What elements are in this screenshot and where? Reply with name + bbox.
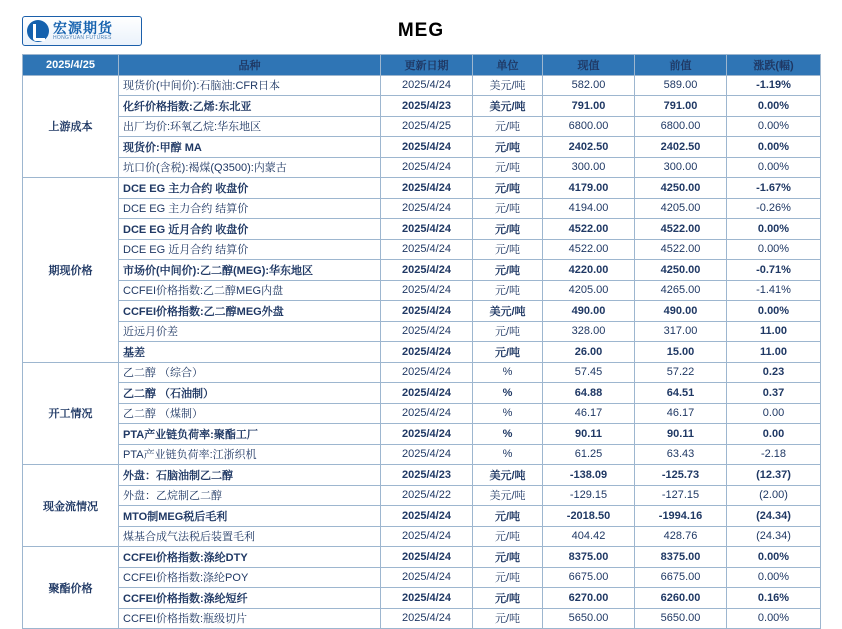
row-update-date: 2025/4/24 bbox=[381, 301, 473, 322]
row-previous-value: 4250.00 bbox=[635, 178, 727, 199]
table-row bbox=[23, 485, 821, 506]
row-update-date: 2025/4/24 bbox=[381, 547, 473, 568]
row-change-value: -1.67% bbox=[727, 178, 821, 199]
row-previous-value: 57.22 bbox=[635, 362, 727, 383]
table-header-row bbox=[23, 55, 821, 76]
row-item-name: CCFEI价格指数:涤纶DTY bbox=[119, 547, 381, 568]
row-change-value: -0.71% bbox=[727, 260, 821, 281]
row-unit: 元/吨 bbox=[473, 219, 543, 240]
row-unit: 元/吨 bbox=[473, 588, 543, 609]
row-update-date: 2025/4/24 bbox=[381, 280, 473, 301]
row-item-name: 煤基合成气法税后装置毛利 bbox=[119, 526, 381, 547]
header-item: 品种 bbox=[119, 55, 381, 76]
table-row bbox=[23, 137, 821, 158]
row-current-value: 4522.00 bbox=[543, 239, 635, 260]
row-unit: 元/吨 bbox=[473, 567, 543, 588]
header-current: 现值 bbox=[543, 55, 635, 76]
row-item-name: DCE EG 近月合约 结算价 bbox=[119, 239, 381, 260]
group-label: 现金流情况 bbox=[23, 465, 119, 547]
table-row bbox=[23, 116, 821, 137]
row-current-value: 8375.00 bbox=[543, 547, 635, 568]
row-unit: 元/吨 bbox=[473, 157, 543, 178]
row-current-value: 61.25 bbox=[543, 444, 635, 465]
row-change-value: (24.34) bbox=[727, 526, 821, 547]
row-current-value: 2402.50 bbox=[543, 137, 635, 158]
row-unit: 元/吨 bbox=[473, 280, 543, 301]
table-row bbox=[23, 424, 821, 445]
row-item-name: 市场价(中间价):乙二醇(MEG):华东地区 bbox=[119, 260, 381, 281]
row-change-value: 0.37 bbox=[727, 383, 821, 404]
row-update-date: 2025/4/24 bbox=[381, 239, 473, 260]
row-unit: 元/吨 bbox=[473, 239, 543, 260]
row-current-value: 328.00 bbox=[543, 321, 635, 342]
row-previous-value: -125.73 bbox=[635, 465, 727, 486]
row-previous-value: 589.00 bbox=[635, 75, 727, 96]
row-item-name: PTA产业链负荷率:江浙织机 bbox=[119, 444, 381, 465]
row-change-value: (24.34) bbox=[727, 506, 821, 527]
row-current-value: 6270.00 bbox=[543, 588, 635, 609]
table-row bbox=[23, 260, 821, 281]
row-previous-value: 4522.00 bbox=[635, 219, 727, 240]
row-current-value: 4220.00 bbox=[543, 260, 635, 281]
row-change-value: 0.00% bbox=[727, 239, 821, 260]
row-unit: % bbox=[473, 383, 543, 404]
row-change-value: 0.00% bbox=[727, 137, 821, 158]
row-item-name: 现货价(中间价):石脑油:CFR日本 bbox=[119, 75, 381, 96]
table-row bbox=[23, 280, 821, 301]
table-row bbox=[23, 506, 821, 527]
row-unit: 美元/吨 bbox=[473, 485, 543, 506]
row-item-name: 化纤价格指数:乙烯:东北亚 bbox=[119, 96, 381, 117]
row-update-date: 2025/4/24 bbox=[381, 342, 473, 363]
row-current-value: 4179.00 bbox=[543, 178, 635, 199]
row-current-value: 26.00 bbox=[543, 342, 635, 363]
row-previous-value: 4265.00 bbox=[635, 280, 727, 301]
table-row bbox=[23, 465, 821, 486]
row-item-name: 乙二醇 （石油制） bbox=[119, 383, 381, 404]
header-date-badge: 2025/4/25 bbox=[23, 55, 119, 76]
page-title: MEG bbox=[397, 20, 445, 41]
group-label: 期现价格 bbox=[23, 178, 119, 363]
row-previous-value: 5650.00 bbox=[635, 608, 727, 629]
header-unit: 单位 bbox=[473, 55, 543, 76]
row-unit: % bbox=[473, 444, 543, 465]
row-item-name: DCE EG 主力合约 收盘价 bbox=[119, 178, 381, 199]
row-update-date: 2025/4/24 bbox=[381, 424, 473, 445]
row-current-value: -129.15 bbox=[543, 485, 635, 506]
row-current-value: 582.00 bbox=[543, 75, 635, 96]
row-item-name: 近远月价差 bbox=[119, 321, 381, 342]
report-header bbox=[22, 16, 820, 50]
group-label: 聚酯价格 bbox=[23, 547, 119, 629]
row-current-value: 5650.00 bbox=[543, 608, 635, 629]
row-update-date: 2025/4/24 bbox=[381, 198, 473, 219]
row-update-date: 2025/4/24 bbox=[381, 403, 473, 424]
meg-data-table bbox=[22, 54, 821, 629]
table-row bbox=[23, 342, 821, 363]
row-unit: 元/吨 bbox=[473, 506, 543, 527]
row-unit: 美元/吨 bbox=[473, 301, 543, 322]
table-row bbox=[23, 526, 821, 547]
row-change-value: 0.16% bbox=[727, 588, 821, 609]
table-row bbox=[23, 157, 821, 178]
row-change-value: 0.00% bbox=[727, 547, 821, 568]
row-update-date: 2025/4/24 bbox=[381, 362, 473, 383]
table-row bbox=[23, 362, 821, 383]
row-update-date: 2025/4/24 bbox=[381, 383, 473, 404]
row-unit: % bbox=[473, 362, 543, 383]
table-row bbox=[23, 383, 821, 404]
row-change-value: -0.26% bbox=[727, 198, 821, 219]
group-label: 开工情况 bbox=[23, 362, 119, 465]
table-row bbox=[23, 588, 821, 609]
row-change-value: 11.00 bbox=[727, 342, 821, 363]
row-previous-value: 4522.00 bbox=[635, 239, 727, 260]
row-unit: % bbox=[473, 403, 543, 424]
row-previous-value: 490.00 bbox=[635, 301, 727, 322]
group-label: 上游成本 bbox=[23, 75, 119, 178]
row-current-value: 4522.00 bbox=[543, 219, 635, 240]
row-change-value: 0.00% bbox=[727, 301, 821, 322]
row-current-value: 46.17 bbox=[543, 403, 635, 424]
row-change-value: 0.00% bbox=[727, 567, 821, 588]
row-update-date: 2025/4/24 bbox=[381, 75, 473, 96]
row-previous-value: 300.00 bbox=[635, 157, 727, 178]
row-unit: 元/吨 bbox=[473, 608, 543, 629]
table-row bbox=[23, 403, 821, 424]
row-update-date: 2025/4/22 bbox=[381, 485, 473, 506]
row-update-date: 2025/4/24 bbox=[381, 567, 473, 588]
row-item-name: 乙二醇 （煤制） bbox=[119, 403, 381, 424]
row-unit: 美元/吨 bbox=[473, 75, 543, 96]
circle-hook-icon bbox=[27, 20, 49, 42]
table-row bbox=[23, 219, 821, 240]
header-previous: 前值 bbox=[635, 55, 727, 76]
row-update-date: 2025/4/25 bbox=[381, 116, 473, 137]
table-row bbox=[23, 608, 821, 629]
row-unit: 元/吨 bbox=[473, 260, 543, 281]
row-item-name: CCFEI价格指数:瓶级切片 bbox=[119, 608, 381, 629]
row-update-date: 2025/4/24 bbox=[381, 260, 473, 281]
row-previous-value: -127.15 bbox=[635, 485, 727, 506]
row-change-value: -2.18 bbox=[727, 444, 821, 465]
row-current-value: 4194.00 bbox=[543, 198, 635, 219]
row-change-value: -1.19% bbox=[727, 75, 821, 96]
row-change-value: 0.23 bbox=[727, 362, 821, 383]
row-current-value: 490.00 bbox=[543, 301, 635, 322]
row-change-value: 11.00 bbox=[727, 321, 821, 342]
row-update-date: 2025/4/24 bbox=[381, 137, 473, 158]
row-current-value: 404.42 bbox=[543, 526, 635, 547]
row-update-date: 2025/4/24 bbox=[381, 526, 473, 547]
row-item-name: CCFEI价格指数:乙二醇MEG外盘 bbox=[119, 301, 381, 322]
row-item-name: DCE EG 主力合约 结算价 bbox=[119, 198, 381, 219]
row-current-value: 791.00 bbox=[543, 96, 635, 117]
table-row bbox=[23, 567, 821, 588]
row-change-value: 0.00% bbox=[727, 116, 821, 137]
table-row bbox=[23, 547, 821, 568]
row-change-value: -1.41% bbox=[727, 280, 821, 301]
row-previous-value: 6800.00 bbox=[635, 116, 727, 137]
row-item-name: 现货价:甲醇 MA bbox=[119, 137, 381, 158]
row-previous-value: 428.76 bbox=[635, 526, 727, 547]
row-current-value: 64.88 bbox=[543, 383, 635, 404]
table-row bbox=[23, 75, 821, 96]
row-item-name: MTO制MEG税后毛利 bbox=[119, 506, 381, 527]
table-row bbox=[23, 198, 821, 219]
row-change-value: (2.00) bbox=[727, 485, 821, 506]
row-previous-value: 4250.00 bbox=[635, 260, 727, 281]
row-unit: 元/吨 bbox=[473, 547, 543, 568]
row-item-name: 出厂均价:环氧乙烷:华东地区 bbox=[119, 116, 381, 137]
row-previous-value: 6260.00 bbox=[635, 588, 727, 609]
row-unit: 元/吨 bbox=[473, 321, 543, 342]
row-update-date: 2025/4/24 bbox=[381, 506, 473, 527]
company-name-en: HONGYUAN FUTURES bbox=[53, 34, 112, 41]
header-change: 涨跌(幅) bbox=[727, 55, 821, 76]
row-previous-value: 46.17 bbox=[635, 403, 727, 424]
row-unit: 元/吨 bbox=[473, 116, 543, 137]
row-unit: % bbox=[473, 424, 543, 445]
row-item-name: PTA产业链负荷率:聚酯工厂 bbox=[119, 424, 381, 445]
row-update-date: 2025/4/23 bbox=[381, 96, 473, 117]
row-update-date: 2025/4/23 bbox=[381, 465, 473, 486]
row-unit: 美元/吨 bbox=[473, 96, 543, 117]
row-item-name: 外盘：石脑油制乙二醇 bbox=[119, 465, 381, 486]
row-previous-value: -1994.16 bbox=[635, 506, 727, 527]
row-current-value: 300.00 bbox=[543, 157, 635, 178]
row-current-value: -2018.50 bbox=[543, 506, 635, 527]
logo-text bbox=[53, 21, 113, 41]
row-previous-value: 8375.00 bbox=[635, 547, 727, 568]
table-row bbox=[23, 321, 821, 342]
header-update-date: 更新日期 bbox=[381, 55, 473, 76]
row-current-value: -138.09 bbox=[543, 465, 635, 486]
table-row bbox=[23, 96, 821, 117]
row-previous-value: 2402.50 bbox=[635, 137, 727, 158]
row-current-value: 6675.00 bbox=[543, 567, 635, 588]
row-change-value: 0.00% bbox=[727, 608, 821, 629]
row-item-name: DCE EG 近月合约 收盘价 bbox=[119, 219, 381, 240]
table-body bbox=[23, 75, 821, 629]
row-update-date: 2025/4/24 bbox=[381, 178, 473, 199]
table-row bbox=[23, 444, 821, 465]
row-previous-value: 63.43 bbox=[635, 444, 727, 465]
row-current-value: 90.11 bbox=[543, 424, 635, 445]
row-change-value: 0.00% bbox=[727, 96, 821, 117]
table-row bbox=[23, 239, 821, 260]
row-unit: 元/吨 bbox=[473, 526, 543, 547]
row-update-date: 2025/4/24 bbox=[381, 219, 473, 240]
row-previous-value: 6675.00 bbox=[635, 567, 727, 588]
row-change-value: 0.00 bbox=[727, 403, 821, 424]
row-item-name: 基差 bbox=[119, 342, 381, 363]
row-change-value: (12.37) bbox=[727, 465, 821, 486]
row-item-name: CCFEI价格指数:乙二醇MEG内盘 bbox=[119, 280, 381, 301]
row-previous-value: 64.51 bbox=[635, 383, 727, 404]
row-previous-value: 15.00 bbox=[635, 342, 727, 363]
row-update-date: 2025/4/24 bbox=[381, 321, 473, 342]
row-update-date: 2025/4/24 bbox=[381, 157, 473, 178]
row-item-name: CCFEI价格指数:涤纶短纤 bbox=[119, 588, 381, 609]
row-update-date: 2025/4/24 bbox=[381, 444, 473, 465]
row-unit: 元/吨 bbox=[473, 137, 543, 158]
row-previous-value: 791.00 bbox=[635, 96, 727, 117]
row-item-name: 坑口价(含税):褐煤(Q3500):内蒙古 bbox=[119, 157, 381, 178]
row-change-value: 0.00% bbox=[727, 157, 821, 178]
row-unit: 美元/吨 bbox=[473, 465, 543, 486]
row-change-value: 0.00 bbox=[727, 424, 821, 445]
row-change-value: 0.00% bbox=[727, 219, 821, 240]
row-previous-value: 4205.00 bbox=[635, 198, 727, 219]
row-current-value: 4205.00 bbox=[543, 280, 635, 301]
row-update-date: 2025/4/24 bbox=[381, 588, 473, 609]
company-logo bbox=[22, 16, 142, 46]
row-previous-value: 90.11 bbox=[635, 424, 727, 445]
company-name-cn: 宏源期货 bbox=[53, 20, 113, 37]
row-unit: 元/吨 bbox=[473, 342, 543, 363]
table-row bbox=[23, 178, 821, 199]
row-unit: 元/吨 bbox=[473, 178, 543, 199]
row-previous-value: 317.00 bbox=[635, 321, 727, 342]
row-item-name: 外盘：乙烷制乙二醇 bbox=[119, 485, 381, 506]
row-update-date: 2025/4/24 bbox=[381, 608, 473, 629]
table-row bbox=[23, 301, 821, 322]
row-unit: 元/吨 bbox=[473, 198, 543, 219]
row-item-name: 乙二醇 （综合） bbox=[119, 362, 381, 383]
row-current-value: 6800.00 bbox=[543, 116, 635, 137]
row-current-value: 57.45 bbox=[543, 362, 635, 383]
row-item-name: CCFEI价格指数:涤纶POY bbox=[119, 567, 381, 588]
